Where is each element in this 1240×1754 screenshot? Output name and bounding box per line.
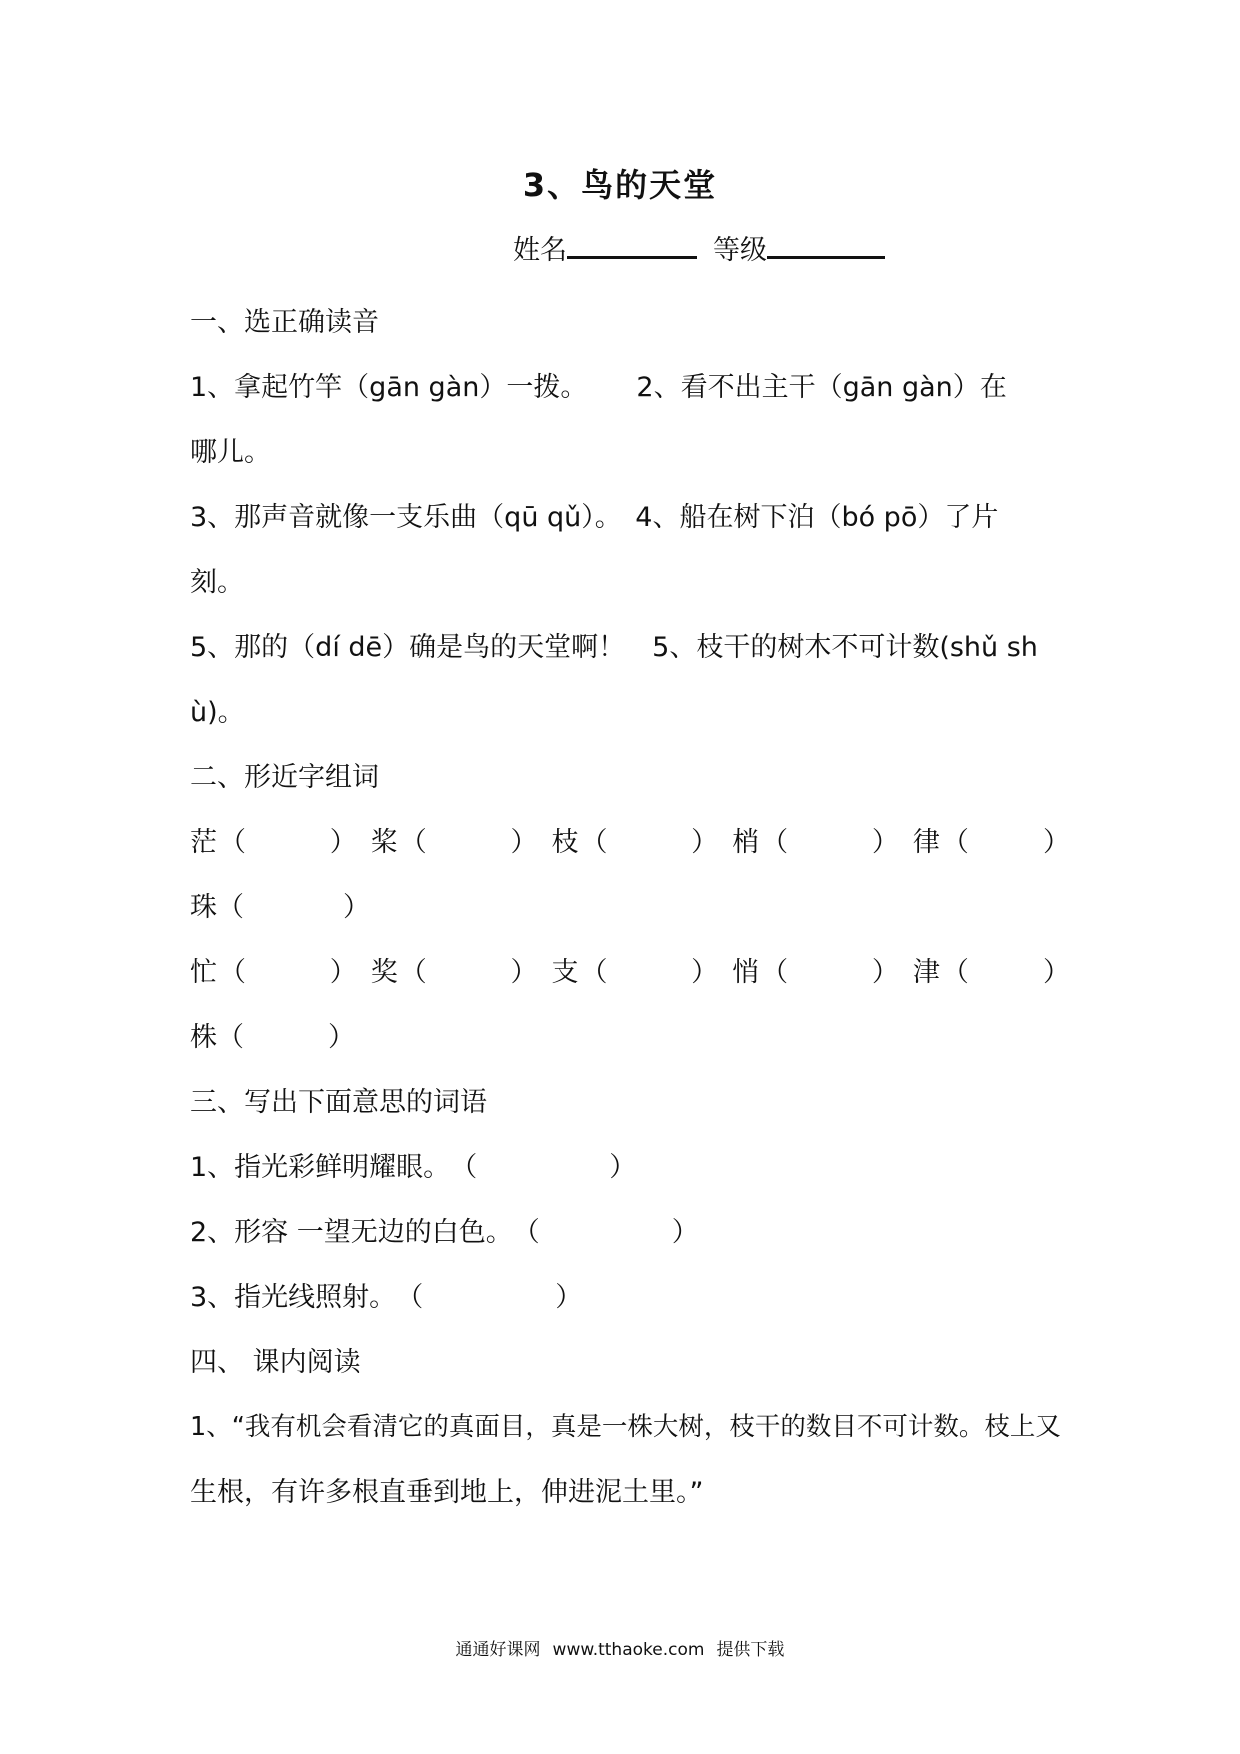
word-char: 悄: [732, 957, 760, 988]
grade-label: 等级: [713, 235, 767, 266]
close-paren: ）: [510, 827, 538, 858]
word-char: 忙: [190, 957, 217, 988]
section1-line: 哪儿。: [190, 437, 271, 468]
open-paren: （: [761, 957, 789, 988]
section1-line: ù)。: [190, 697, 245, 728]
close-paren: ）: [691, 827, 719, 858]
word-char: 支: [551, 957, 579, 988]
close-paren: ）: [329, 957, 357, 988]
word-char: 珠: [190, 892, 217, 923]
close-paren: ）: [555, 1282, 583, 1313]
close-paren: ）: [691, 957, 719, 988]
word-cell[interactable]: [190, 875, 370, 940]
close-paren: ）: [871, 957, 899, 988]
close-paren: ）: [510, 957, 538, 988]
close-paren: ）: [871, 827, 899, 858]
name-label: 姓名: [513, 235, 567, 266]
open-paren: （: [450, 1152, 478, 1183]
word-cell[interactable]: [551, 940, 732, 1005]
word-group-row-2: [190, 940, 1070, 1005]
footer-site-name: 通通好课网: [455, 1640, 541, 1660]
definition-question: [190, 1265, 1070, 1330]
close-paren: ）: [1043, 827, 1071, 858]
word-cell[interactable]: [190, 1005, 355, 1070]
open-paren: （: [219, 957, 246, 988]
section4-heading: 四、 课内阅读: [190, 1347, 361, 1378]
close-paren: ）: [328, 1022, 355, 1053]
word-char: 律: [912, 827, 940, 858]
word-char: 桨: [370, 827, 398, 858]
section2-heading: 二、形近字组词: [190, 762, 379, 793]
reading-passage-line: 生根，有许多根直垂到地上，伸进泥土里。”: [190, 1477, 704, 1508]
open-paren: （: [399, 827, 427, 858]
close-paren: ）: [343, 892, 370, 923]
name-blank[interactable]: [567, 228, 697, 259]
close-paren: ）: [329, 827, 357, 858]
open-paren: （: [941, 827, 969, 858]
word-char: 津: [912, 957, 940, 988]
open-paren: （: [761, 827, 789, 858]
open-paren: （: [217, 892, 244, 923]
open-paren: （: [512, 1217, 540, 1248]
open-paren: （: [399, 957, 427, 988]
question-text: 2、形容 一望无边的白色。: [190, 1217, 513, 1248]
word-cell[interactable]: [190, 940, 371, 1005]
definition-question: [190, 1200, 1070, 1265]
worksheet-content: [190, 290, 1070, 1525]
open-paren: （: [941, 957, 969, 988]
open-paren: （: [580, 827, 608, 858]
section1-line: 5、那的（dí dē）确是鸟的天堂啊！ 5、枝干的树木不可计数(shǔ sh: [190, 632, 1038, 663]
section1-line: 1、拿起竹竿（gān gàn）一拨。 2、看不出主干（gān gàn）在: [190, 372, 1007, 403]
word-cell[interactable]: [913, 940, 1070, 1005]
section1-line: 3、那声音就像一支乐曲（qū qǔ）。 4、船在树下泊（bó pō）了片: [190, 502, 999, 533]
reading-passage-line: 1、“我有机会看清它的真面目，真是一株大树，枝干的数目不可计数。枝上又: [190, 1412, 1061, 1442]
word-cell[interactable]: [732, 940, 913, 1005]
close-paren: ）: [671, 1217, 699, 1248]
word-char: 枝: [551, 827, 579, 858]
word-cell[interactable]: [551, 810, 732, 875]
open-paren: （: [396, 1282, 424, 1313]
section1-heading: 一、选正确读音: [190, 307, 379, 338]
word-char: 梢: [732, 827, 760, 858]
page-title: 3、鸟的天堂: [522, 166, 718, 204]
open-paren: （: [217, 1022, 244, 1053]
question-text: 1、指光彩鲜明耀眼。: [190, 1152, 451, 1183]
open-paren: （: [219, 827, 246, 858]
page-footer: [0, 1635, 1240, 1660]
word-cell[interactable]: [371, 940, 552, 1005]
word-char: 奖: [370, 957, 398, 988]
close-paren: ）: [1043, 957, 1071, 988]
open-paren: （: [580, 957, 608, 988]
word-cell[interactable]: [190, 810, 371, 875]
word-cell[interactable]: [913, 810, 1070, 875]
section1-line: 刻。: [190, 567, 244, 598]
definition-question: [190, 1135, 1070, 1200]
footer-url[interactable]: www.tthaoke.com: [552, 1640, 705, 1660]
close-paren: ）: [609, 1152, 637, 1183]
word-cell[interactable]: [371, 810, 552, 875]
footer-suffix: 提供下载: [716, 1640, 785, 1660]
word-cell[interactable]: [732, 810, 913, 875]
section3-heading: 三、写出下面意思的词语: [190, 1087, 487, 1118]
question-text: 3、指光线照射。: [190, 1282, 397, 1313]
grade-blank[interactable]: [767, 228, 885, 259]
word-char: 茫: [190, 827, 217, 858]
name-grade-row: [513, 228, 885, 267]
word-group-row-1: [190, 810, 1070, 875]
word-char: 株: [190, 1022, 217, 1053]
